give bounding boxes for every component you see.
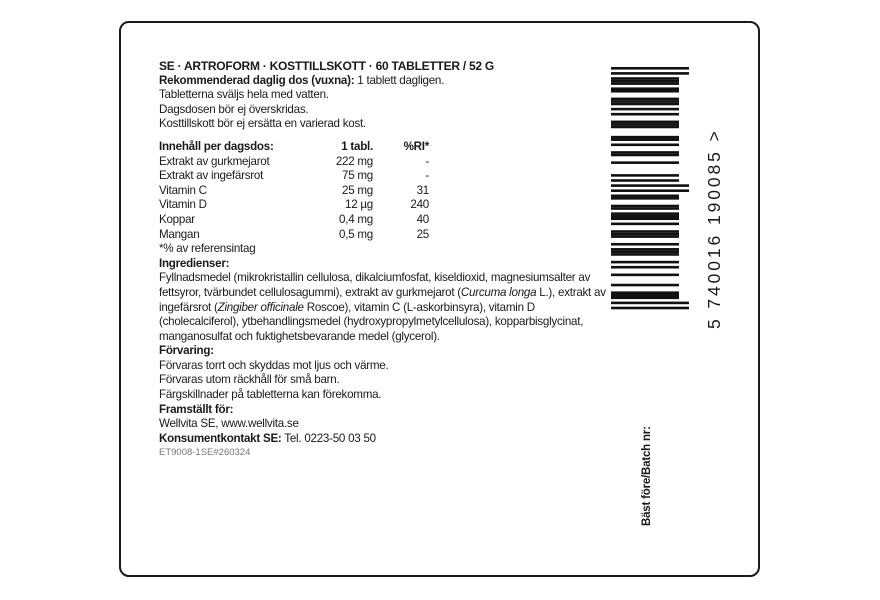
barcode-bar [611,67,689,70]
barcode-bar [611,90,679,93]
barcode-bar [611,80,679,83]
barcode-arrow: > [704,128,724,142]
manufacturer-value: Wellvita SE, www.wellvita.se [159,417,299,431]
barcode-bar [611,100,679,103]
nutrition-table [159,140,429,242]
barcode-bar [611,154,679,157]
barcode-bar [611,108,679,111]
barcode-bar [611,212,679,215]
barcode-bar [611,248,679,251]
barcode-bar [611,291,679,294]
contact-line [159,432,609,447]
barcode-bar [611,261,679,264]
barcode-bar [611,230,679,233]
barcode-bar [611,123,679,126]
nutrient-ri: 31 [416,183,429,197]
barcode-number: 5 740016 190085 [704,149,724,329]
nutrition-row [159,169,429,184]
barcode-bar [611,207,679,210]
storage-title: Förvaring: [159,344,214,358]
nutrition-header-name: Innehåll per dagsdos: [159,139,274,153]
nutrient-ri: 40 [416,212,429,226]
barcode-bar [611,82,679,85]
ingredients-title: Ingredienser: [159,256,230,270]
barcode-bar [611,72,689,75]
barcode-bar [611,253,679,256]
nutrient-amount: 25 mg [342,183,373,197]
barcode-bar [611,136,679,139]
barcode-bar [611,217,679,220]
barcode-bar [611,138,679,141]
contact-label: Konsumentkontakt SE: [159,431,282,445]
nutrient-name: Vitamin C [159,183,207,197]
barcode-bar [611,233,679,236]
nutrient-ri: - [425,169,429,183]
nutrition-row [159,198,429,213]
barcode-bar [611,215,679,218]
dosage-label: Rekommenderad daglig dos (vuxna): [159,73,355,87]
color-note: Färgskillnader på tabletterna kan förekomma. [159,388,382,402]
nutrient-name: Extrakt av ingefärsrot [159,169,264,183]
nutrient-name: Koppar [159,212,195,226]
nutrient-amount: 222 mg [335,154,373,168]
nutrient-amount: 0,4 mg [339,212,373,226]
nutrition-row [159,213,429,228]
ingredients-latin-name: Curcuma longa [460,285,537,299]
barcode-bar [611,284,679,287]
barcode-bar [611,195,679,198]
barcode-bar [611,307,689,310]
ri-footnote: *% av referensintag [159,242,256,256]
ingredients-part: Fyllnadsmedel (mikrokristallin cellulosa, dikalciumfosfat, kiseldioxid, magnesiumsalter av fettsyror, tvärbundet cellulosagummi), extrakt av gurkmejarot ( [159,271,591,299]
nutrition-row [159,155,429,170]
barcode-bar [611,235,679,238]
nutrient-name: Extrakt av gurkmejarot [159,154,270,168]
barcode-bar [611,189,689,192]
barcode-bar [611,274,679,277]
storage-line: Förvaras utom räckhåll för små barn. [159,373,340,387]
barcode-bar [611,103,679,106]
manufacturer-title: Framställt för: [159,402,234,416]
dosage-instruction: Kosttillskott bör ej ersätta en varierad kost. [159,117,366,131]
barcode-bar [611,179,679,182]
barcode [611,51,731,329]
ingredients-part: L.), extrakt av ingefärsrot ( [159,285,606,314]
barcode-bar [611,126,679,129]
dosage-value: 1 tablett dagligen. [354,73,445,87]
barcode-bar [611,151,679,154]
barcode-bar [611,184,689,187]
dosage-line [159,74,609,89]
nutrient-name: Vitamin D [159,198,207,212]
storage-line: Förvaras torrt och skyddas mot ljus och värme. [159,358,389,372]
barcode-bar [611,223,679,226]
barcode-bar [611,77,679,80]
barcode-bar [611,294,679,297]
ingredients-latin-name: Zingiber officinale [217,300,304,314]
barcode-bar [611,161,679,164]
barcode-digits [704,79,724,329]
barcode-bar [611,302,689,305]
barcode-bar [611,174,679,177]
contact-value: Tel. 0223-50 03 50 [281,431,376,445]
product-header: SE · ARTROFORM · KOSTTILLSKOTT · 60 TABLETTER / 52 G [159,59,494,73]
nutrition-row [159,184,429,199]
barcode-bar [611,113,679,116]
dosage-instruction: Tabletterna sväljs hela med vatten. [159,88,329,102]
nutrient-name: Mangan [159,227,200,241]
barcode-bar [611,297,679,300]
barcode-bar [611,98,679,101]
barcode-bar [611,243,679,246]
nutrient-ri: 240 [410,198,429,212]
label-text-block [159,59,609,461]
barcode-bar [611,251,679,254]
barcode-bar [611,266,679,269]
nutrient-ri: 25 [416,227,429,241]
nutrient-amount: 0,5 mg [339,227,373,241]
barcode-bar [611,144,679,147]
product-label [119,21,760,577]
nutrient-ri: - [425,154,429,168]
nutrition-header-ri: %RI* [403,139,429,153]
barcode-bar [611,197,679,200]
barcode-bar [611,87,679,90]
ingredients-part: Roscoe), vitamin C (L-askorbinsyra), vitamin D (cholecalciferol), ytbehandlingsmedel (hydroxypropylmetylcellulosa), kopparbisglycinat, manganosulfat och fuktighetsbevarande medel (glycerol). [159,300,584,343]
batch-label: Bäst före/Batch nr: [641,426,653,526]
nutrition-row [159,228,429,243]
print-code: ET9008-1SE#260324 [159,447,251,459]
nutrient-amount: 12 µg [345,198,373,212]
nutrition-header-amount: 1 tabl. [341,139,373,153]
nutrition-header-row [159,140,429,155]
dosage-instruction: Dagsdosen bör ej överskridas. [159,102,309,116]
nutrient-amount: 75 mg [342,169,373,183]
barcode-bar [611,205,679,208]
ingredients-text [159,271,609,344]
barcode-bar [611,121,679,124]
